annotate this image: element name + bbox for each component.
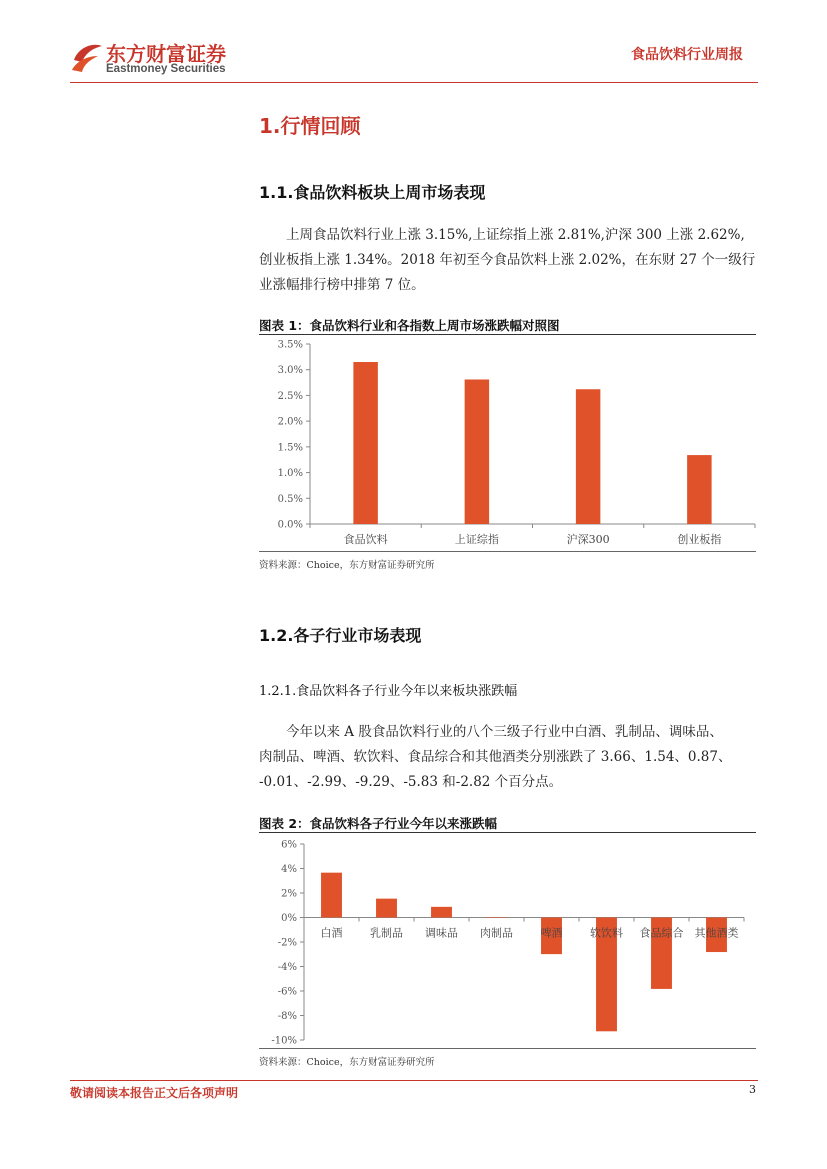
bar-白酒 bbox=[321, 873, 342, 918]
figure-1-top-rule bbox=[259, 334, 756, 335]
x-tick-label: 啤酒 bbox=[540, 926, 563, 940]
y-tick-label: 3.0% bbox=[277, 365, 303, 377]
section-heading: 1.行情回顾 bbox=[259, 114, 361, 138]
bar-乳制品 bbox=[376, 899, 397, 918]
figure-2-bottom-rule bbox=[259, 1048, 756, 1049]
y-tick-label: 1.0% bbox=[277, 468, 303, 480]
y-tick-label: 2% bbox=[281, 888, 297, 900]
y-tick-label: -2% bbox=[277, 937, 297, 949]
figure-1-title: 图表 1：食品饮料行业和各指数上周市场涨跌幅对照图 bbox=[259, 318, 560, 333]
paragraph-line: 肉制品、啤酒、软饮料、食品综合和其他酒类分别涨跌了 3.66、1.54、0.87、 bbox=[259, 749, 732, 765]
y-tick-label: -10% bbox=[271, 1035, 297, 1047]
report-title: 食品饮料行业周报 bbox=[631, 47, 743, 63]
subsubsection-heading: 1.2.1.食品饮料各子行业今年以来板块涨跌幅 bbox=[259, 684, 518, 699]
y-tick-label: 4% bbox=[281, 864, 297, 875]
paragraph-line: 上周食品饮料行业上涨 3.15%,上证综指上涨 2.81%,沪深 300 上涨 2.62%, bbox=[286, 227, 745, 243]
x-tick-label: 肉制品 bbox=[480, 926, 513, 940]
y-tick-label: 0.0% bbox=[277, 519, 303, 531]
figure-2-chart bbox=[259, 834, 756, 1048]
logo-mark-icon bbox=[70, 40, 104, 74]
paragraph-line: 创业板指上涨 1.34%。2018 年初至今食品饮料上涨 2.02%，在东财 27 个一级行 bbox=[259, 252, 756, 268]
figure-1-bottom-rule bbox=[259, 551, 756, 552]
x-tick-label: 白酒 bbox=[320, 926, 343, 940]
bar-食品饮料 bbox=[353, 362, 377, 524]
y-tick-label: 2.5% bbox=[277, 390, 303, 402]
bar-上证综指 bbox=[465, 379, 489, 524]
x-tick-label: 软饮料 bbox=[590, 926, 623, 940]
figure-1-chart bbox=[259, 336, 756, 551]
footer-divider bbox=[70, 1080, 758, 1081]
y-tick-label: -8% bbox=[277, 1011, 297, 1022]
x-tick-label: 沪深300 bbox=[566, 533, 610, 546]
bar-创业板指 bbox=[687, 455, 711, 524]
paragraph-1 bbox=[259, 223, 761, 298]
paragraph-2 bbox=[259, 720, 761, 795]
y-tick-label: 3.5% bbox=[277, 339, 303, 351]
y-tick-label: -6% bbox=[277, 986, 297, 998]
y-tick-label: 0% bbox=[281, 913, 297, 924]
paragraph-line: 业涨幅排行榜中排第 7 位。 bbox=[259, 277, 425, 293]
paragraph-line: 今年以来 A 股食品饮料行业的八个三级子行业中白酒、乳制品、调味品、 bbox=[286, 724, 723, 740]
y-tick-label: 2.0% bbox=[277, 416, 303, 428]
footer-disclaimer: 敬请阅读本报告正文后各项声明 bbox=[70, 1086, 239, 1100]
figure-1-source: 资料来源：Choice，东方财富证券研究所 bbox=[259, 560, 435, 571]
x-tick-label: 创业板指 bbox=[677, 533, 722, 546]
bar-调味品 bbox=[431, 907, 452, 918]
x-tick-label: 调味品 bbox=[425, 926, 458, 940]
figure-2-top-rule bbox=[259, 832, 756, 833]
x-tick-label: 食品综合 bbox=[639, 926, 684, 940]
subsection-heading: 1.1.食品饮料板块上周市场表现 bbox=[259, 183, 486, 202]
subsection-heading: 1.2.各子行业市场表现 bbox=[259, 626, 422, 645]
x-tick-label: 食品饮料 bbox=[343, 533, 388, 546]
x-tick-label: 上证综指 bbox=[454, 533, 499, 546]
paragraph-line: -0.01、-2.99、-9.29、-5.83 和-2.82 个百分点。 bbox=[259, 774, 563, 790]
figure-2-source: 资料来源：Choice，东方财富证券研究所 bbox=[259, 1057, 435, 1068]
x-tick-label: 其他酒类 bbox=[694, 926, 739, 940]
page-number: 3 bbox=[749, 1083, 756, 1096]
figure-2-title: 图表 2：食品饮料各子行业今年以来涨跌幅 bbox=[259, 816, 498, 831]
bar-肉制品 bbox=[486, 918, 507, 919]
y-tick-label: 6% bbox=[281, 839, 297, 851]
y-tick-label: -4% bbox=[277, 962, 297, 973]
bar-沪深300 bbox=[576, 389, 600, 524]
logo-english-text: Eastmoney Securities bbox=[106, 63, 226, 75]
company-logo bbox=[70, 38, 240, 80]
y-tick-label: 1.5% bbox=[277, 442, 303, 454]
y-tick-label: 0.5% bbox=[277, 493, 303, 505]
header-divider bbox=[70, 82, 758, 83]
logo-chinese-text: 东方财富证券 bbox=[106, 42, 226, 66]
x-tick-label: 乳制品 bbox=[370, 926, 403, 940]
